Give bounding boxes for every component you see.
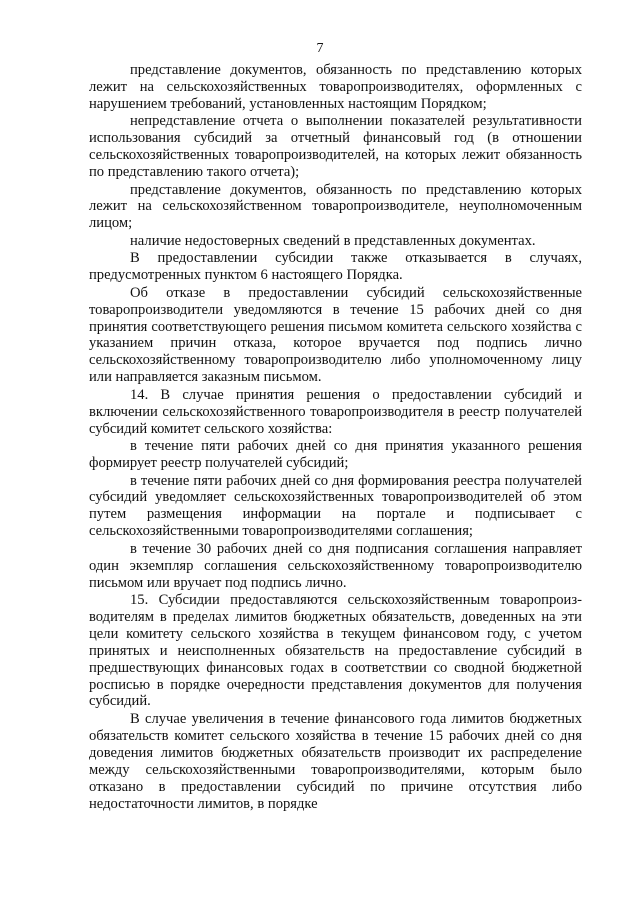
paragraph-4: наличие недостоверных сведений в представленных документах. bbox=[130, 232, 536, 249]
paragraph-6: Об отказе в предоставлении субсидий сельскохозяйственные товаропроизводители уведомляются в течение 15 рабочих дней со дня принятия соответствующего решения письмом комитета сельского хозяйства с указанием причин отказа, которое вручается под подпись лично сельскохозяйственному товаропроизводителю либо уполномоченному лицу или направляется заказным письмом. bbox=[89, 284, 582, 386]
paragraph-3: представление документов, обязанность по представлению которых лежит на сельскохозяйственном товаропроизводителе, неуполномоченным лицом; bbox=[89, 181, 582, 232]
page-number: 7 bbox=[316, 41, 324, 56]
paragraph-9: в течение пяти рабочих дней со дня формирования реестра получателей субсидий уведомляет сельскохозяйственных товаропроизводителей об этом путем размещения информации на портале и подписывает с сельскохозяйственными товаропроизводителями соглашения; bbox=[89, 472, 582, 540]
paragraph-5: В предоставлении субсидии также отказывается в случаях, предусмотренных пунктом 6 настоящего Порядка. bbox=[89, 250, 582, 284]
paragraph-1: представление документов, обязанность по представлению которых лежит на сельскохозяйственных товаропроизводителях, оформленных с нарушением требований, установленных настоящим Порядком; bbox=[89, 62, 582, 112]
paragraph-12: В случае увеличения в течение финансового года лимитов бюджетных обязательств комитет сельского хозяйства в течение 15 рабочих дней со дня доведения лимитов бюджетных обязательств производит их распределение между сельскохозяйственными товаропроизводителями, которым было отказано в предоставлении субсидий по причине отсутствия либо недостаточности лимитов, в порядке bbox=[89, 710, 582, 812]
paragraph-11: 15. Субсидии предоставляются сельскохозяйственным товаропроизводителям в пределах лимитов бюджетных обязательств, доведенных на эти цели комитету сельского хозяйства в текущем финансовом году, с учетом принятых и неисполненных обязательств на предоставление субсидий в предшествующих финансовых годах в соответствии со сводной бюджетной росписью в порядке очередности представления документов для получения субсидий. bbox=[89, 592, 582, 710]
paragraph-7: 14. В случае принятия решения о предоставлении субсидий и включении сельскохозяйственного товаропроизводителя в реестр получателей субсидий комитет сельского хозяйства: bbox=[89, 386, 582, 437]
paragraph-8: в течение пяти рабочих дней со дня принятия указанного решения формирует реестр получателей субсидий; bbox=[89, 438, 582, 471]
paragraph-2: непредставление отчета о выполнении показателей результативности использования субсидий за отчетный финансовый год (в отношении сельскохозяйственных товаропроизводителей, на которых лежит обязанность по представлению такого отчета); bbox=[89, 113, 582, 181]
paragraph-10: в течение 30 рабочих дней со дня подписания соглашения направляет один экземпляр соглашения сельскохозяйственному товаропроизводителю письмом или вручает под подпись лично. bbox=[89, 540, 582, 591]
document-body bbox=[89, 62, 582, 813]
